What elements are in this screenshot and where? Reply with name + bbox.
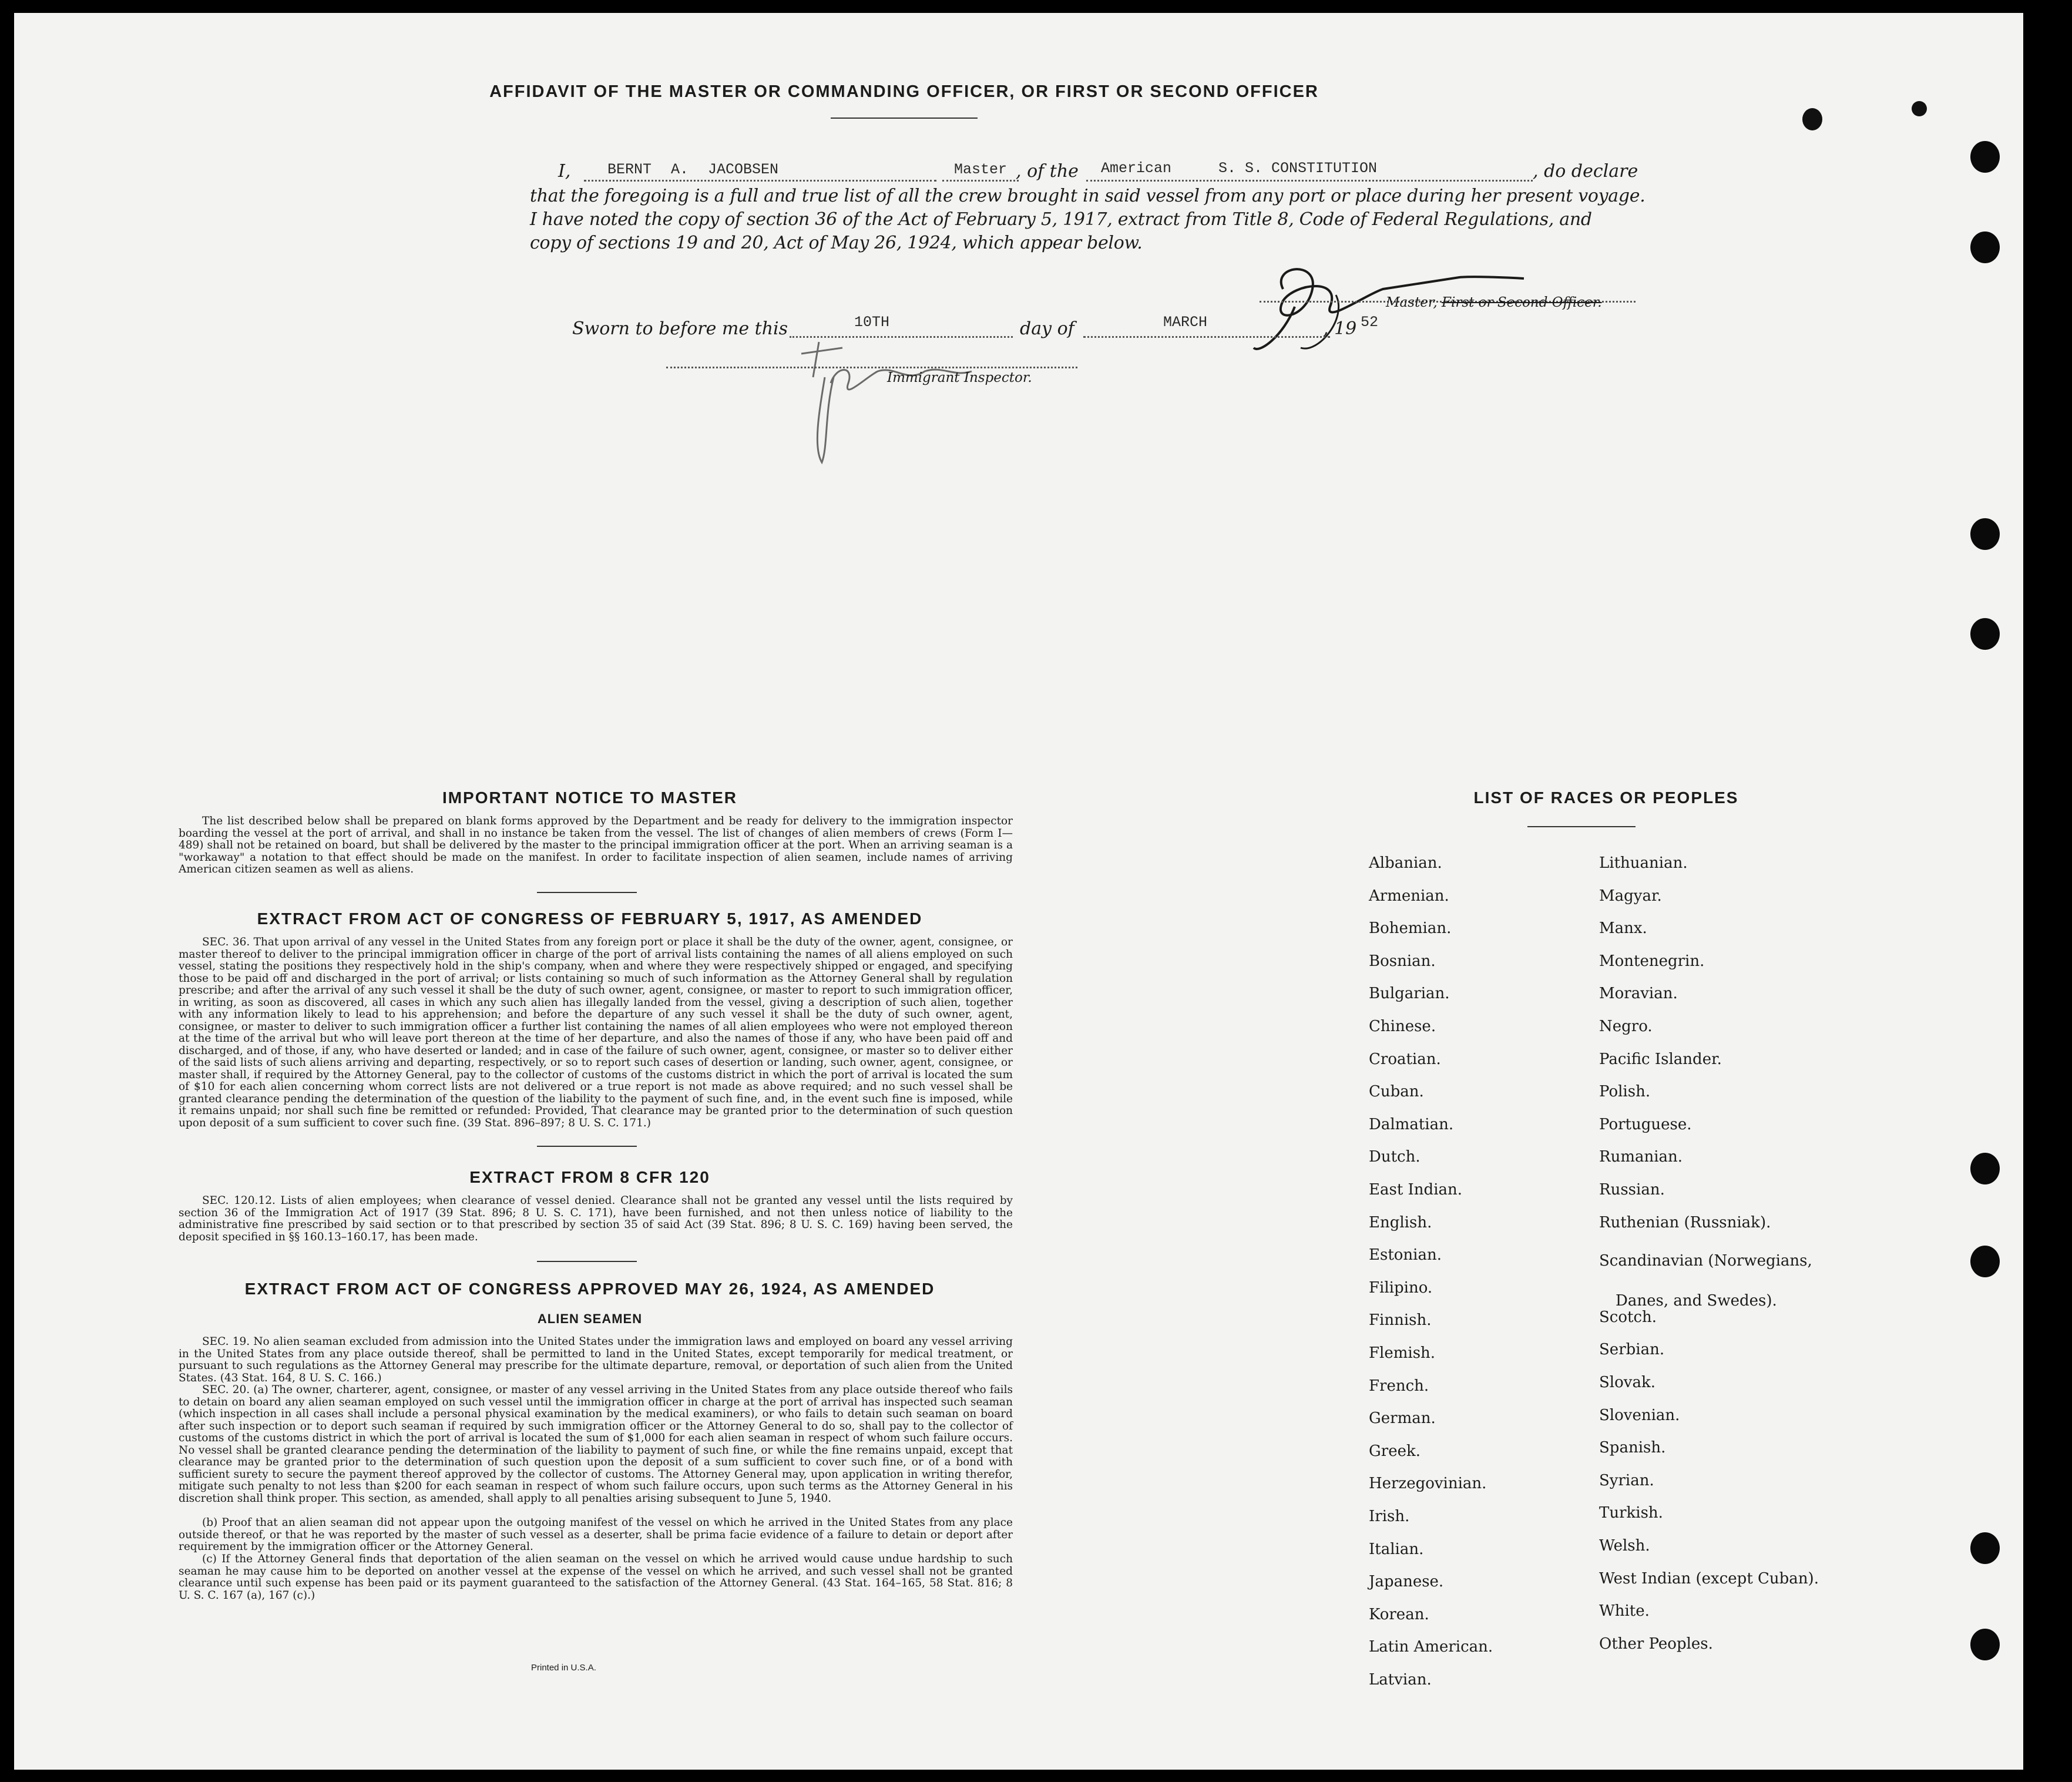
punch-hole-icon xyxy=(1970,1629,2000,1660)
race-item: French. xyxy=(1369,1377,1429,1395)
ink-mark-icon xyxy=(1912,101,1927,116)
race-item: Russian. xyxy=(1599,1181,1665,1199)
race-item: Danes, and Swedes). xyxy=(1616,1292,1777,1310)
race-item: Albanian. xyxy=(1369,854,1442,872)
rank-field: Master xyxy=(954,161,1008,178)
race-item: Bosnian. xyxy=(1369,952,1436,970)
notice-body: The list described below shall be prepared on blank forms approved by the Department and be ready for delivery to the immigration inspector boarding the vessel at the port of arrival, and shall in no instance be taken from the vessel. The list of changes of alien members of crews (Form I—489) shall not be retained on board, but shall be delivered by the master to the principal immigration officer at the port. When an arriving seaman is a "workaway" a notation to that effect should be made on the manifest. In order to facilitate inspection of alien seamen, include names of arriving American citizen seamen as well as aliens. xyxy=(179,815,1013,875)
section-divider xyxy=(537,1146,637,1147)
race-item: Bulgarian. xyxy=(1369,985,1450,1003)
master-name-field: BERNT A. JACOBSEN xyxy=(607,161,779,178)
vessel-field: S. S. CONSTITUTION xyxy=(1218,160,1378,177)
race-item: Manx. xyxy=(1599,919,1647,938)
do-declare-label: , do declare xyxy=(1533,161,1638,182)
race-item: Negro. xyxy=(1599,1018,1653,1035)
race-item: Lithuanian. xyxy=(1599,854,1688,872)
punch-hole-icon xyxy=(1970,1532,2000,1564)
section-divider xyxy=(537,892,637,893)
races-divider xyxy=(1527,826,1636,827)
ink-mark-icon xyxy=(1802,108,1822,130)
extract-1917-title: EXTRACT FROM ACT OF CONGRESS OF FEBRUARY 5, 1917, AS AMENDED xyxy=(257,910,923,928)
sworn-label: Sworn to before me this xyxy=(572,318,788,339)
race-item: Serbian. xyxy=(1599,1341,1665,1359)
race-item: Estonian. xyxy=(1369,1246,1442,1264)
master-caption: Master, First or Second Officer. xyxy=(1386,295,1602,310)
race-item: Herzegovinian. xyxy=(1369,1475,1487,1493)
punch-hole-icon xyxy=(1970,1246,2000,1277)
affidavit-title: AFFIDAVIT OF THE MASTER OR COMMANDING OFFICER, OR FIRST OR SECOND OFFICER xyxy=(489,82,1319,101)
of-the-label: , of the xyxy=(1016,161,1079,182)
race-item: Spanish. xyxy=(1599,1439,1666,1457)
extract-1924-sec20c: (c) If the Attorney General finds that deportation of the alien seaman on the vessel on which he arrived would cause undue hardship to such seaman he may cause him to be deported on another vessel at the expense of the vessel on which he arrived, and such vessel shall not be granted clearance until such expense has been paid or its payment guaranteed to the satisfaction of the Attorney General. (43 Stat. 164–165, 58 Stat. 816; 8 U. S. C. 167 (a), 167 (c).) xyxy=(179,1553,1013,1602)
race-item: Pacific Islander. xyxy=(1599,1050,1722,1068)
race-item: Croatian. xyxy=(1369,1050,1441,1068)
month-field: MARCH xyxy=(1163,314,1208,331)
race-item: Armenian. xyxy=(1369,887,1449,905)
race-item: Montenegrin. xyxy=(1599,952,1705,970)
race-item: Syrian. xyxy=(1599,1471,1654,1489)
race-item: Magyar. xyxy=(1599,887,1662,905)
race-item: Dalmatian. xyxy=(1369,1115,1454,1133)
race-item: Japanese. xyxy=(1369,1573,1444,1591)
inspector-caption: Immigrant Inspector. xyxy=(887,370,1032,385)
race-item: Irish. xyxy=(1369,1508,1410,1525)
race-item: Portuguese. xyxy=(1599,1115,1692,1133)
race-item: Slovenian. xyxy=(1599,1406,1680,1424)
day-field: 10TH xyxy=(854,314,890,331)
document-page xyxy=(14,13,2023,1770)
punch-hole-icon xyxy=(1970,618,2000,650)
punch-hole-icon xyxy=(1970,518,2000,550)
race-item: Scandinavian (Norwegians, xyxy=(1599,1252,1812,1270)
race-item: Slovak. xyxy=(1599,1374,1655,1392)
struck-officer-caption: First or Second Officer. xyxy=(1442,295,1602,310)
race-item: Cuban. xyxy=(1369,1083,1424,1101)
nationality-field: American xyxy=(1101,160,1172,177)
section-divider xyxy=(537,1261,637,1262)
affidavit-line-3: I have noted the copy of section 36 of the Act of February 5, 1917, extract from Title 8, Code of Federal Regulations, and xyxy=(530,209,1592,230)
printed-in-usa: Printed in U.S.A. xyxy=(531,1663,596,1673)
race-item: Greek. xyxy=(1369,1442,1420,1460)
punch-hole-icon xyxy=(1970,141,2000,173)
race-item: Welsh. xyxy=(1599,1537,1650,1555)
race-item: Korean. xyxy=(1369,1605,1429,1623)
extract-1924-title: EXTRACT FROM ACT OF CONGRESS APPROVED MAY 26, 1924, AS AMENDED xyxy=(244,1280,935,1298)
day-of-label: day of xyxy=(1020,318,1074,339)
race-item: Other Peoples. xyxy=(1599,1635,1713,1653)
extract-1924-sec19: SEC. 19. No alien seaman excluded from admission into the United States under the immigration laws and employed on board any vessel arriving in the United States from any place outside thereof, shall be permitted to land in the United States, except temporarily for medical treatment, or pursuant to such regulations as the Attorney General may prescribe for the ultimate departure, removal, or deportation of such alien from the United States. (43 Stat. 164, 8 U. S. C. 166.) xyxy=(179,1335,1013,1384)
race-item: Chinese. xyxy=(1369,1018,1436,1035)
race-item: Turkish. xyxy=(1599,1504,1663,1522)
race-item: Ruthenian (Russniak). xyxy=(1599,1213,1771,1231)
race-item: Moravian. xyxy=(1599,985,1678,1003)
race-item: Latin American. xyxy=(1369,1638,1493,1656)
extract-1917-body: SEC. 36. That upon arrival of any vessel in the United States from any foreign port or place it shall be the duty of the owner, agent, consignee, or master thereof to deliver to the principal immigration officer in charge of the port of arrival lists containing the names of all aliens employed on such vessel, stating the positions they respectively hold in the ship's company, when and where they were respectively shipped or engaged, and specifying those to be paid off and discharged in the port of arrival; or lists containing so much of such information as the Attorney General shall by regulation prescribe; and after the arrival of any such vessel it shall be the duty of such owner, agent, consignee, or master to report to such immigration officer, in writing, as soon as discovered, all cases in which any such alien has illegally landed from the vessel, giving a description of such alien, together with any information likely to lead to his apprehension; and before the departure of any such vessel it shall be the duty of such owner, agent, consignee, or master to deliver to such immigration officer a further list containing the names of all alien employees who were not employed thereon at the time of the arrival but who will leave port thereon at the time of her departure, and also the names of those if any, who have been paid off and discharged, and of those, if any, who have deserted or landed; and in case of the failure of such owner, agent, consignee, or master so to deliver either of the said lists of such aliens arriving and departing, respectively, or so to report such cases of desertion or landing, such owner, agent, consignee, or master shall, if required by the Attorney General, pay to the collector of customs of the customs district in which the port of arrival is located the sum of $10 for each alien concerning whom correct lists are not delivered or a true report is not made as above required; and no such vessel shall be granted clearance pending the determination of the question of the liability to the payment of such fine, and, in the event such fine is imposed, while it remains unpaid; nor shall such fine be remitted or refunded: Provided, That clearance may be granted prior to the determination of such question upon deposit of a sum sufficient to cover such fine. (39 Stat. 896–897; 8 U. S. C. 171.) xyxy=(179,936,1013,1129)
race-item: West Indian (except Cuban). xyxy=(1599,1569,1819,1588)
affidavit-line-2: that the foregoing is a full and true list of all the crew brought in said vessel from any port or place during her present voyage. xyxy=(530,186,1645,206)
races-title: LIST OF RACES OR PEOPLES xyxy=(1473,788,1739,807)
race-item: Dutch. xyxy=(1369,1148,1420,1166)
notice-title: IMPORTANT NOTICE TO MASTER xyxy=(442,788,738,807)
affidavit-line-4: copy of sections 19 and 20, Act of May 26, 1924, which appear below. xyxy=(530,233,1143,253)
extract-1924-sec20b: (b) Proof that an alien seaman did not appear upon the outgoing manifest of the vessel on which he arrived in the United States from any place outside thereof, or that he was reported by the master of such vessel as a deserter, shall be prima facie evidence of a failure to detain or deport after requirement by the immigration officer or the Attorney General. xyxy=(179,1516,1013,1553)
race-item: Scotch. xyxy=(1599,1308,1657,1326)
extract-cfr-body: SEC. 120.12. Lists of alien employees; when clearance of vessel denied. Clearance shall not be granted any vessel until the lists required by section 36 of the Immigration Act of 1917 (39 Stat. 896; 8 U. S. C. 171), have been furnished, and not then unless notice of liability to the administrative fine prescribed by said section or to that prescribed by section 35 of said Act (39 Stat. 896; 8 U. S. C. 169) having been served, the deposit specified in §§ 160.13–160.17, has been made. xyxy=(179,1194,1013,1243)
race-item: English. xyxy=(1369,1213,1432,1231)
extract-1924-sec20a: SEC. 20. (a) The owner, charterer, agent, consignee, or master of any vessel arriving in the United States from any place outside thereof who fails to detain on board any alien seaman employed on such vessel until the immigration officer in charge at the port of arrival has inspected such seaman (which inspection in all cases shall include a personal physical examination by the medical examiners), or who fails to detain such seaman on board after such inspection or to deport such seaman if required by such immigration officer or the Attorney General to do so, shall pay to the collector of customs of the customs district in which the port of arrival is located the sum of $1,000 for each alien seaman in respect of whom such failure occurs. No vessel shall be granted clearance pending the determination of the liability to payment of such fine, or while the fine remains unpaid, except that clearance may be granted prior to the determination of such question upon the deposit of a sum sufficient to cover such fine, or of a bond with sufficient surety to secure the payment thereof approved by the collector of customs. The Attorney General may, upon application in writing therefor, mitigate such penalty to not less than $200 for each seaman in respect of whom such failure occurs, upon such terms as the Attorney General in his discretion shall think proper. This section, as amended, shall apply to all penalties arising subsequent to June 5, 1940. xyxy=(179,1384,1013,1505)
race-item: Rumanian. xyxy=(1599,1148,1683,1166)
punch-hole-icon xyxy=(1970,1153,2000,1184)
race-item: White. xyxy=(1599,1602,1650,1620)
race-item: Polish. xyxy=(1599,1083,1651,1101)
race-item: East Indian. xyxy=(1369,1181,1463,1199)
year-label: , 19 xyxy=(1323,318,1357,339)
race-item: Finnish. xyxy=(1369,1311,1432,1330)
race-item: Bohemian. xyxy=(1369,919,1452,938)
race-item: Italian. xyxy=(1369,1540,1424,1558)
race-item: Filipino. xyxy=(1369,1278,1433,1297)
affidavit-pronoun: I, xyxy=(558,161,571,182)
inspector-signature xyxy=(778,307,1001,471)
race-item: Flemish. xyxy=(1369,1344,1436,1362)
extract-cfr-title: EXTRACT FROM 8 CFR 120 xyxy=(469,1168,710,1186)
race-item: Latvian. xyxy=(1369,1671,1432,1689)
alien-seamen-subtitle: ALIEN SEAMEN xyxy=(537,1311,643,1326)
race-item: German. xyxy=(1369,1410,1436,1428)
year-field: 52 xyxy=(1361,314,1379,331)
title-divider xyxy=(831,118,978,119)
punch-hole-icon xyxy=(1970,231,2000,263)
